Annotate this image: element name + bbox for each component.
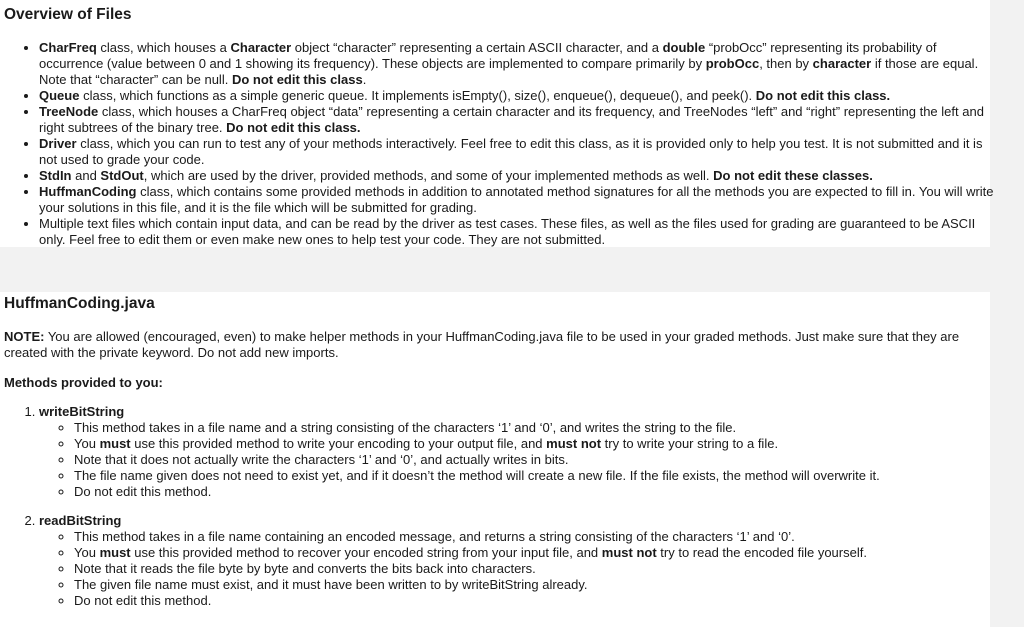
- bold-text: StdOut: [100, 168, 144, 183]
- detail-item: ◦ The file name given does not need to exist yet, and if it doesn’t the method will create a new file. If the file exists, the method will overwrite it.: [74, 468, 999, 484]
- detail-item: ◦ You must use this provided method to write your encoding to your output file, and must not try to write your string to a file.: [74, 436, 999, 452]
- detail-item: ◦ Note that it does not actually write the characters ‘1’ and ‘0’, and actually writes in bits.: [74, 452, 999, 468]
- bold-text: Do not edit this class.: [226, 120, 361, 135]
- bold-text: Character: [230, 40, 292, 55]
- bold-text: CharFreq: [39, 40, 97, 55]
- bold-text: double: [662, 40, 706, 55]
- note-paragraph: NOTE: You are allowed (encouraged, even) to make helper methods in your HuffmanCoding.java file to be used in your graded methods. Just make sure that they are created with the private keyword. Do not add new imports.: [4, 329, 960, 360]
- method-name: writeBitString: [39, 404, 125, 419]
- overview-heading: Overview of Files: [4, 6, 132, 23]
- bold-text: Queue: [39, 88, 80, 103]
- list-item: • StdIn and StdOut, which are used by the driver, provided methods, and some of your implemented methods as well. Do not edit these classes.: [39, 168, 999, 184]
- detail-item: ◦ You must use this provided method to recover your encoded string from your input file, and must not try to read the encoded file yourself.: [74, 545, 999, 561]
- list-item: • Driver class, which you can run to test any of your methods interactively. Feel free to edit this class, as it is provided only to help you test. It is not submitted and it is not used to grade your code.: [39, 136, 999, 168]
- provided-methods-label: Methods provided to you:: [4, 375, 163, 390]
- list-item: • Queue class, which functions as a simple generic queue. It implements isEmpty(), size(), enqueue(), dequeue(), and peek(). Do not edit this class.: [39, 88, 999, 104]
- list-item: • HuffmanCoding class, which contains some provided methods in addition to annotated method signatures for all the methods you are expected to fill in. You will write your solutions in this file, and it is the file which will be submitted for grading.: [39, 184, 999, 216]
- detail-item: ◦ The given file name must exist, and it must have been written to by writeBitString already.: [74, 577, 999, 593]
- detail-item: ◦ Note that it reads the file byte by byte and converts the bits back into characters.: [74, 561, 999, 577]
- bold-text: character: [812, 56, 872, 71]
- detail-item: ◦ Do not edit this method.: [74, 484, 999, 500]
- bold-text: StdIn: [39, 168, 72, 183]
- method-list: [18, 404, 999, 622]
- method-details: [39, 420, 999, 500]
- method-item-writebitstring: [39, 404, 999, 500]
- list-item: • CharFreq class, which houses a Character object “character” representing a certain ASCII character, and a double “probOcc” representing its probability of occurrence (value between 0 and 1 showing its frequency). These objects are implemented to compare primarily by probOcc, then by character if those are equal. Note that “character” can be null. Do not edit this class.: [39, 40, 999, 88]
- overview-section: [0, 0, 994, 247]
- huffman-heading: HuffmanCoding.java: [4, 295, 155, 312]
- list-item: • Multiple text files which contain input data, and can be read by the driver as test cases. These files, as well as the files used for grading are guaranteed to be ASCII only. Feel free to edit them or even make new ones to help test your code. They are not submitted.: [39, 216, 999, 248]
- bold-text: Do not edit this class.: [755, 88, 891, 103]
- bold-text: probOcc: [705, 56, 760, 71]
- file-list: [18, 40, 999, 248]
- huffman-section: [0, 292, 990, 627]
- list-item: • TreeNode class, which houses a CharFreq object “data” representing a certain character and its frequency, and TreeNodes “left” and “right” representing the left and right subtrees of the binary tree. Do not edit this class.: [39, 104, 999, 136]
- detail-item: ◦ This method takes in a file name containing an encoded message, and returns a string consisting of the characters ‘1’ and ‘0’.: [74, 529, 999, 545]
- bold-text: Driver: [39, 136, 77, 151]
- method-item-readbitstring: [39, 513, 999, 609]
- detail-item: ◦ This method takes in a file name and a string consisting of the characters ‘1’ and ‘0’, and writes the string to the file.: [74, 420, 999, 436]
- bold-text: must not: [601, 545, 657, 560]
- method-details: [39, 529, 999, 609]
- bold-text: TreeNode: [39, 104, 99, 119]
- detail-item: ◦ Do not edit this method.: [74, 593, 999, 609]
- bold-text: must: [99, 436, 131, 451]
- bold-text: HuffmanCoding: [39, 184, 137, 199]
- bold-text: must not: [546, 436, 602, 451]
- bold-text: must: [99, 545, 131, 560]
- bold-text: NOTE:: [4, 329, 45, 344]
- bold-text: Do not edit this class: [231, 72, 363, 87]
- bold-text: Do not edit these classes.: [713, 168, 873, 183]
- method-name: readBitString: [39, 513, 122, 528]
